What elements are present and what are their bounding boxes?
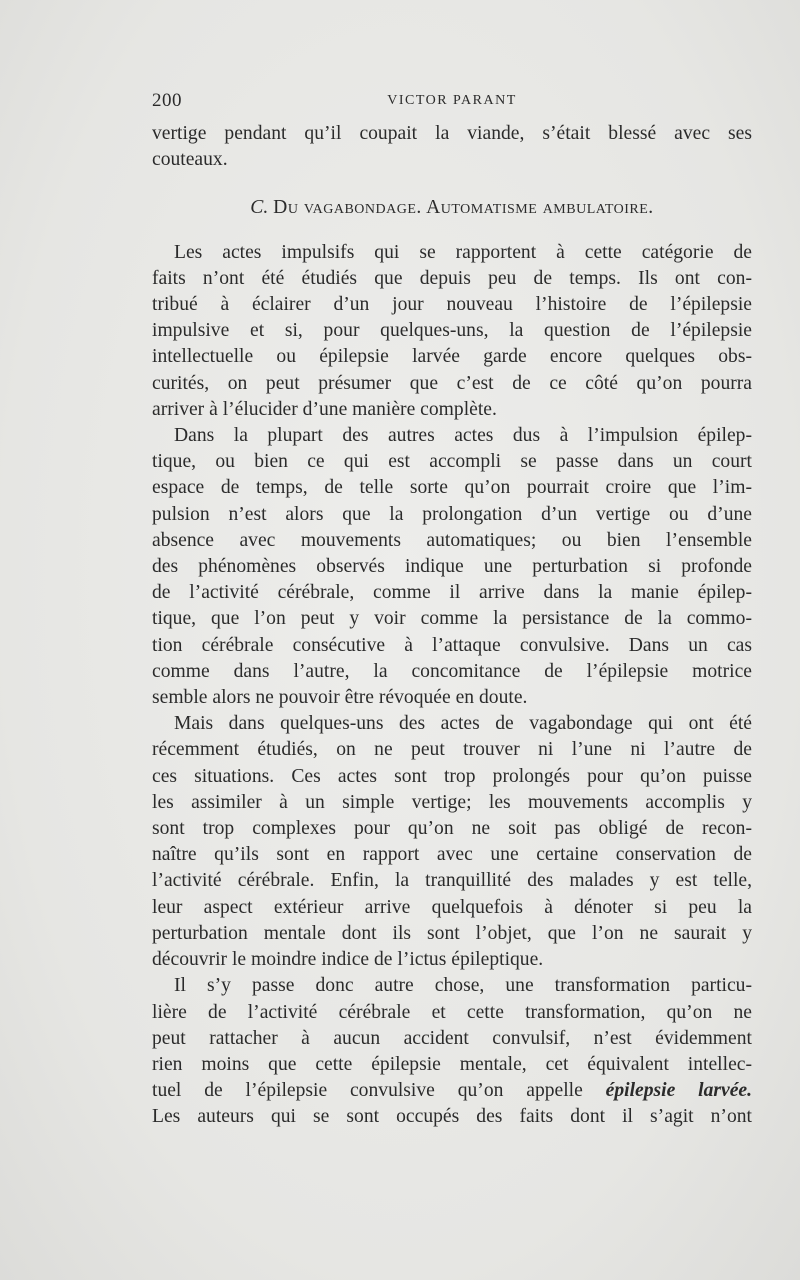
page-header bbox=[152, 90, 752, 114]
text-line: peut rattacher à aucun accident convulsif, n’est évidemment bbox=[152, 1027, 752, 1049]
text-line: tique, ou bien ce qui est accompli se passe dans un court bbox=[152, 451, 752, 473]
text-line: naître qu’ils sont en rapport avec une certaine conservation de bbox=[152, 844, 752, 866]
text-line: leur aspect extérieur arrive quelquefois à dénoter si peu la bbox=[152, 896, 752, 918]
body-text bbox=[152, 121, 752, 1131]
text-line: couteaux. bbox=[152, 149, 228, 171]
text-line: Il s’y passe donc autre chose, une transformation particu- bbox=[174, 975, 752, 997]
text-line: tion cérébrale consécutive à l’attaque convulsive. Dans un cas bbox=[152, 634, 752, 656]
text-line: comme dans l’autre, la concomitance de l’épilepsie motrice bbox=[152, 660, 752, 682]
text-line: tique, que l’on peut y voir comme la persistance de la commo- bbox=[152, 608, 752, 630]
text-line: vertige pendant qu’il coupait la viande, s’était blessé avec ses bbox=[152, 123, 752, 144]
section-heading bbox=[152, 195, 752, 221]
text-line: les assimiler à un simple vertige; les mouvements accomplis y bbox=[152, 791, 752, 813]
text-line: lière de l’activité cérébrale et cette transformation, qu’on ne bbox=[152, 1001, 752, 1023]
text-run: tuel de l’épilepsie convulsive qu’on appelle bbox=[152, 1080, 606, 1102]
text-line: espace de temps, de telle sorte qu’on pourrait croire que l’im- bbox=[152, 477, 752, 499]
text-line: Les actes impulsifs qui se rapportent à cette catégorie de bbox=[174, 241, 752, 263]
text-line: de l’activité cérébrale, comme il arrive dans la manie épilep- bbox=[152, 582, 752, 604]
text-line: récemment étudiés, on ne peut trouver ni l’une ni l’autre de bbox=[152, 739, 752, 761]
text-line: découvrir le moindre indice de l’ictus épileptique. bbox=[152, 949, 544, 971]
text-line: pulsion n’est alors que la prolongation d’un vertige ou d’une bbox=[152, 503, 752, 525]
text-line: arriver à l’élucider d’une manière complète. bbox=[152, 398, 497, 420]
text-line: semble alors ne pouvoir être révoquée en doute. bbox=[152, 687, 528, 709]
paragraph bbox=[152, 973, 752, 1130]
text-line: tribué à éclairer d’un jour nouveau l’histoire de l’épilepsie bbox=[152, 294, 752, 316]
text-line: Mais dans quelques-uns des actes de vagabondage qui ont été bbox=[174, 713, 752, 735]
section-title: Du vagabondage. Automatisme ambulatoire. bbox=[273, 197, 654, 219]
text-line: faits n’ont été étudiés que depuis peu de temps. Ils ont con- bbox=[152, 267, 752, 289]
paragraph bbox=[152, 423, 752, 711]
running-head: VICTOR PARANT bbox=[387, 93, 517, 108]
text-line: des phénomènes observés indique une perturbation si profonde bbox=[152, 556, 752, 578]
paragraph bbox=[152, 240, 752, 423]
text-line: intellectuelle ou épilepsie larvée garde encore quelques obs- bbox=[152, 346, 752, 368]
text-line: perturbation mentale dont ils sont l’objet, que l’on ne saurait y bbox=[152, 922, 752, 944]
section-letter: C. bbox=[250, 197, 269, 219]
text-line: l’activité cérébrale. Enfin, la tranquillité des malades y est telle, bbox=[152, 870, 752, 892]
text-line bbox=[152, 1078, 752, 1104]
paragraph-continuation bbox=[152, 121, 752, 173]
text-line: rien moins que cette épilepsie mentale, cet équivalent intellec- bbox=[152, 1053, 752, 1075]
text-line: Dans la plupart des autres actes dus à l’impulsion épilep- bbox=[174, 425, 752, 447]
page-number: 200 bbox=[152, 90, 182, 111]
text-line: ces situations. Ces actes sont trop prolongés pour qu’on puisse bbox=[152, 765, 752, 787]
text-line: sont trop complexes pour qu’on ne soit pas obligé de recon- bbox=[152, 818, 752, 840]
text-line: absence avec mouvements automatiques; ou bien l’ensemble bbox=[152, 529, 752, 551]
text-line: impulsive et si, pour quelques-uns, la question de l’épilepsie bbox=[152, 320, 752, 342]
emphasized-term: épilepsie larvée. bbox=[605, 1080, 752, 1102]
text-line: curités, on peut présumer que c’est de ce côté qu’on pourra bbox=[152, 372, 752, 394]
paragraph bbox=[152, 711, 752, 973]
text-line: Les auteurs qui se sont occupés des faits dont il s’agit n’ont bbox=[152, 1106, 752, 1128]
